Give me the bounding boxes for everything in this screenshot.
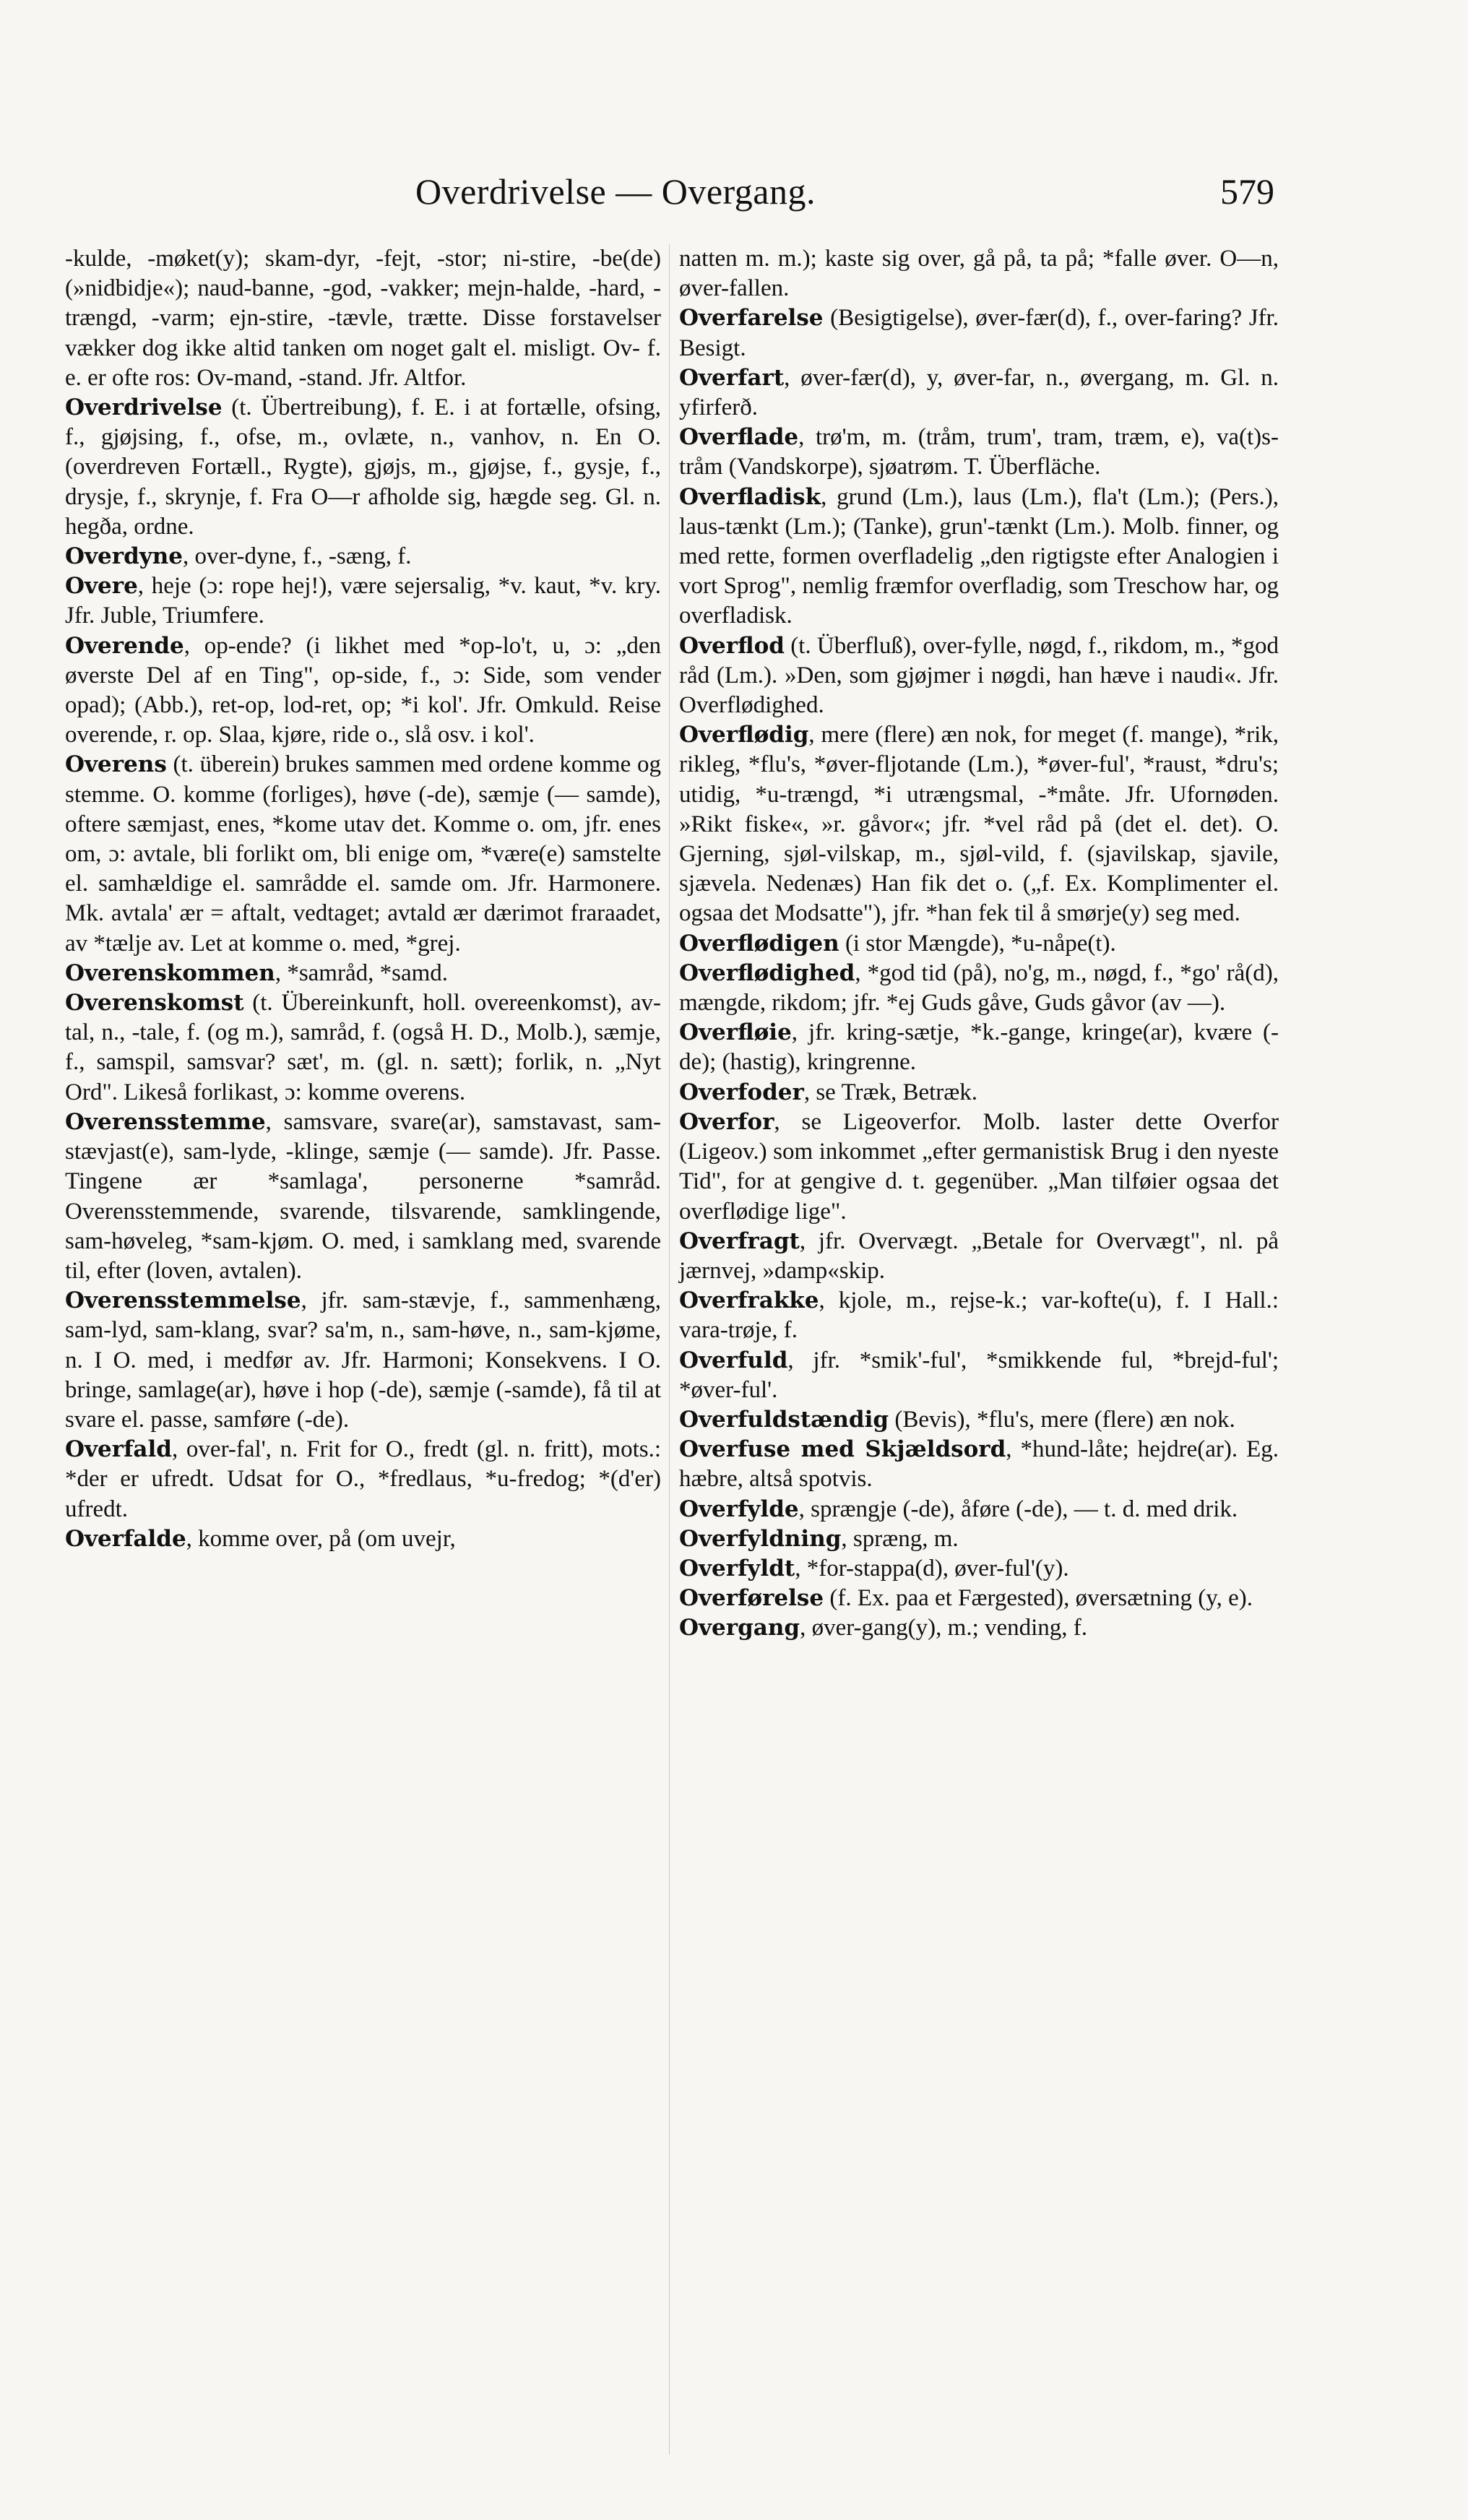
entry-headword: Overe xyxy=(65,573,138,600)
dictionary-entry xyxy=(679,363,1279,423)
column-divider xyxy=(669,244,670,2455)
dictionary-entry xyxy=(679,1495,1279,1524)
entry-headword: Overfyldning xyxy=(679,1525,842,1552)
entry-headword: Overfladisk xyxy=(679,483,821,510)
entry-definition: (t. Übertreibung), f. E. i at fortælle, ofsing, f., gjøjsing, f., ofse, m., ovlæte, n., vanhov, n. En O. (overdreven Fortæll., Rygte), gjøjs, m., gjøjse, f., gysje, f., drysje, f., skrynje, f. Fra O—r afholde sig, hægde seg. Gl. n. hegða, ordne. xyxy=(65,394,661,540)
entry-headword: Overdrivelse xyxy=(65,394,223,421)
entry-definition: , jfr. *smik'-ful', *smikkende ful, *brejd-ful'; *øver-ful'. xyxy=(679,1347,1279,1403)
entry-headword: Overenskommen xyxy=(65,959,275,986)
entry-headword: Overenskomst xyxy=(65,990,244,1017)
entry-headword: Overfor xyxy=(679,1108,774,1135)
entry-definition: , over-dyne, f., -sæng, f. xyxy=(183,543,412,570)
dictionary-entry xyxy=(679,1286,1279,1345)
entry-headword: Overfuse med Skjældsord xyxy=(679,1436,1006,1463)
entry-definition: , *samråd, *samd. xyxy=(275,959,449,986)
entry-definition: , spræng, m. xyxy=(841,1525,959,1552)
entry-headword: Overførelse xyxy=(679,1585,824,1612)
entry-headword: Overfuld xyxy=(679,1347,788,1373)
entry-definition: (t. Übereinkunft, holl. overeenkomst), av-tal, n., -tale, f. (og m.), samråd, f. (også H. D., Molb.), sæmje, f., samspil, samsvar? sæt', m. (gl. n. sætt); forlik, n. „Nyt Ord". Likeså forlikast, ɔ: komme overens. xyxy=(65,990,661,1105)
dictionary-entry xyxy=(679,929,1279,959)
entry-definition: , kjole, m., rejse-k.; var-kofte(u), f. I Hall.: vara-trøje, f. xyxy=(679,1287,1279,1344)
entry-definition: (f. Ex. paa et Færgested), øversætning (y, e). xyxy=(824,1585,1253,1612)
entry-headword: Overfløie xyxy=(679,1019,792,1046)
dictionary-entry xyxy=(679,244,1279,303)
entry-headword: Overflødig xyxy=(679,722,809,748)
entry-definition: natten m. m.); kaste sig over, gå på, ta på; *falle øver. O—n, øver-fallen. xyxy=(679,246,1279,302)
entry-definition: (Besigtigelse), øver-fær(d), f., over-faring? Jfr. Besigt. xyxy=(679,305,1279,361)
dictionary-entry xyxy=(679,303,1279,363)
entry-headword: Overflødigen xyxy=(679,930,839,957)
entry-headword: Overflade xyxy=(679,424,799,451)
dictionary-entry xyxy=(679,1613,1279,1643)
dictionary-entry xyxy=(679,1405,1279,1435)
running-title: Overdrivelse — Overgang. xyxy=(415,171,816,212)
dictionary-entry xyxy=(679,483,1279,631)
dictionary-entry xyxy=(65,750,661,958)
dictionary-entry xyxy=(65,244,661,393)
entry-definition: , trø'm, m. (tråm, trum', tram, træm, e), va(t)s-tråm (Vandskorpe), sjøatrøm. T. Überfläche. xyxy=(679,424,1279,480)
right-column xyxy=(679,244,1279,1644)
entry-definition: , øver-gang(y), m.; vending, f. xyxy=(800,1615,1088,1641)
entry-headword: Overgang xyxy=(679,1615,800,1641)
entry-headword: Overfarelse xyxy=(679,305,824,332)
entry-definition: , over-fal', n. Frit for O., fredt (gl. n. fritt), mots.: *der er ufredt. Udsat for O., *fredlaus, *u-fredog; *(d'er) ufredt. xyxy=(65,1436,661,1522)
dictionary-entry xyxy=(679,1018,1279,1077)
entry-definition: , grund (Lm.), laus (Lm.), fla't (Lm.); (Pers.), laus-tænkt (Lm.); (Tanke), grun'-tænkt (Lm.). Molb. finner, og med rette, formen overfladelig „den rigtigste efter Analogien i vort Sprog", nemlig fræmfor overfladig, som Treschow har, og overfladisk. xyxy=(679,483,1279,629)
dictionary-entry xyxy=(679,720,1279,928)
entry-headword: Overensstemmelse xyxy=(65,1287,301,1314)
entry-definition: , *hund-låte; hejdre(ar). Eg. hæbre, altså spotvis. xyxy=(679,1436,1279,1493)
dictionary-entry xyxy=(65,393,661,542)
dictionary-entry xyxy=(65,631,661,751)
entry-headword: Overfuldstændig xyxy=(679,1406,889,1433)
dictionary-entry xyxy=(679,1346,1279,1405)
entry-headword: Overflødighed xyxy=(679,959,855,986)
dictionary-entry xyxy=(679,1227,1279,1286)
entry-definition: , jfr. Overvægt. „Betale for Overvægt", nl. på jærnvej, »damp«skip. xyxy=(679,1227,1279,1284)
entry-definition: (i stor Mængde), *u-nåpe(t). xyxy=(839,930,1116,957)
entry-headword: Overende xyxy=(65,632,184,659)
dictionary-entry xyxy=(65,988,661,1108)
dictionary-entry xyxy=(679,1524,1279,1554)
dictionary-entry xyxy=(679,1078,1279,1108)
entry-definition: , øver-fær(d), y, øver-far, n., øvergang, m. Gl. n. yfirferð. xyxy=(679,364,1279,421)
entry-definition: , samsvare, svare(ar), samstavast, sam-stævjast(e), sam-lyde, -klinge, sæmje (— samde). Jfr. Passe. Tingene ær *samlaga', personerne *samråd. Overensstemmende, svarende, tilsvarende, samklingende, sam-høveleg, *sam-kjøm. O. med, i samklang med, svarende til, efter (loven, avtalen). xyxy=(65,1108,661,1284)
entry-definition: -kulde, -møket(y); skam-dyr, -fejt, -stor; ni-stire, -be(de) (»nidbidje«); naud-banne, -god, -vakker; mejn-halde, -hard, -trængd, -varm; ejn-stire, -tævle, trætte. Disse forstavelser vækker dog ikke altid tanken om noget galt el. misligt. Ov- f. e. er ofte ros: Ov-mand, -stand. Jfr. Altfor. xyxy=(65,246,661,391)
entry-headword: Overfrakke xyxy=(679,1287,819,1314)
entry-headword: Overfyldt xyxy=(679,1555,795,1582)
dictionary-entry xyxy=(65,1286,661,1435)
entry-definition: , op-ende? (i likhet med *op-lo't, u, ɔ: „den øverste Del af en Ting", op-side, f., ɔ: Side, som vender opad); (Abb.), ret-op, lod-ret, op; *i kol'. Jfr. Omkuld. Reise overende, r. op. Slaa, kjøre, ride o., slå osv. i kol'. xyxy=(65,632,661,748)
entry-definition: , komme over, på (om uvejr, xyxy=(186,1525,456,1552)
entry-definition: , mere (flere) æn nok, for meget (f. mange), *rik, rikleg, *flu's, *øver-fljotande (Lm.), *øver-ful', *raust, *dru's; utidig, *u-trængd, *i utrængsmal, -*måte. Jfr. Ufornøden. »Rikt fiske«, »r. gåvor«; jfr. *vel råd på (det el. det). O. Gjerning, sjøl-vilskap, m., sjøl-vild, f. (sjavilskap, sjavile, sjævela. Nedenæs) Han fik det o. („f. Ex. Komplimenter el. ogsaa det Modsatte"), jfr. *han fek til å smørje(y) seg med. xyxy=(679,722,1279,927)
dictionary-entry xyxy=(65,1108,661,1286)
dictionary-entry xyxy=(65,1524,661,1554)
entry-definition: (t. überein) brukes sammen med ordene komme og stemme. O. komme (forliges), høve (-de), sæmje (— samde), oftere sæmjast, enes, *kome utav det. Komme o. om, jfr. enes om, ɔ: avtale, bli forlikt om, bli enige om, *være(e) samstelte el. samhældige el. samrådde el. samde om. Jfr. Harmonere. Mk. avtala' ær = aftalt, vedtaget; avtald ær dærimot fraraadet, av *tælje av. Let at komme o. med, *grej. xyxy=(65,751,661,957)
dictionary-entry xyxy=(679,631,1279,721)
entry-headword: Overfart xyxy=(679,364,785,391)
entry-definition: , sprængje (-de), åføre (-de), — t. d. med drik. xyxy=(798,1496,1238,1522)
entry-headword: Overfoder xyxy=(679,1079,804,1105)
entry-definition: , *god tid (på), no'g, m., nøgd, f., *go' rå(d), mængde, rikdom; jfr. *ej Guds gåve, Guds gåvor (av —). xyxy=(679,959,1279,1017)
entry-definition: , heje (ɔ: rope hej!), være sejersalig, *v. kaut, *v. kry. Jfr. Juble, Triumfere. xyxy=(65,573,661,629)
dictionary-entry xyxy=(679,423,1279,482)
entry-definition: (Bevis), *flu's, mere (flere) æn nok. xyxy=(889,1406,1235,1433)
entry-headword: Overens xyxy=(65,751,167,778)
dictionary-entry xyxy=(65,1435,661,1524)
dictionary-entry xyxy=(65,959,661,988)
entry-definition: , *for-stappa(d), øver-ful'(y). xyxy=(795,1555,1069,1582)
entry-definition: , se Ligeoverfor. Molb. laster dette Overfor (Ligeov.) som inkommet „efter germanistisk Brug i den nyeste Tid", for at gengive d. t. gegenüber. „Man tilføier ogsaa det overflødige lige". xyxy=(679,1108,1279,1225)
entry-definition: , jfr. kring-sætje, *k.-gange, kringe(ar), kvære (-de); (hastig), kringrenne. xyxy=(679,1019,1279,1076)
page-number: 579 xyxy=(1220,171,1274,212)
entry-headword: Overfald xyxy=(65,1436,172,1463)
entry-headword: Overfalde xyxy=(65,1525,186,1552)
left-column xyxy=(65,244,661,1554)
dictionary-entry xyxy=(65,571,661,631)
entry-headword: Overensstemme xyxy=(65,1108,266,1135)
dictionary-entry xyxy=(65,542,661,571)
dictionary-entry xyxy=(679,1584,1279,1613)
entry-definition: (t. Überfluß), over-fylle, nøgd, f., rikdom, m., *god råd (Lm.). »Den, som gjøjmer i nøgdi, han hæve i naudi«. Jfr. Overflødighed. xyxy=(679,632,1279,719)
entry-definition: , jfr. sam-stævje, f., sammenhæng, sam-lyd, sam-klang, svar? sa'm, n., sam-høve, n., sam-kjøme, n. I O. med, i medfør av. Jfr. Harmoni; Konsekvens. I O. bringe, samlage(ar), høve i hop (-de), sæmje (-samde), få til at svare el. passe, samføre (-de). xyxy=(65,1287,661,1433)
entry-headword: Overdyne xyxy=(65,543,184,570)
entry-headword: Overfragt xyxy=(679,1227,800,1254)
entry-definition: , se Træk, Betræk. xyxy=(803,1079,978,1105)
page-header xyxy=(376,171,1315,221)
dictionary-entry xyxy=(679,1108,1279,1227)
entry-headword: Overflod xyxy=(679,632,785,659)
dictionary-entry xyxy=(679,959,1279,1018)
entry-headword: Overfylde xyxy=(679,1496,799,1522)
dictionary-entry xyxy=(679,1554,1279,1584)
dictionary-entry xyxy=(679,1435,1279,1494)
